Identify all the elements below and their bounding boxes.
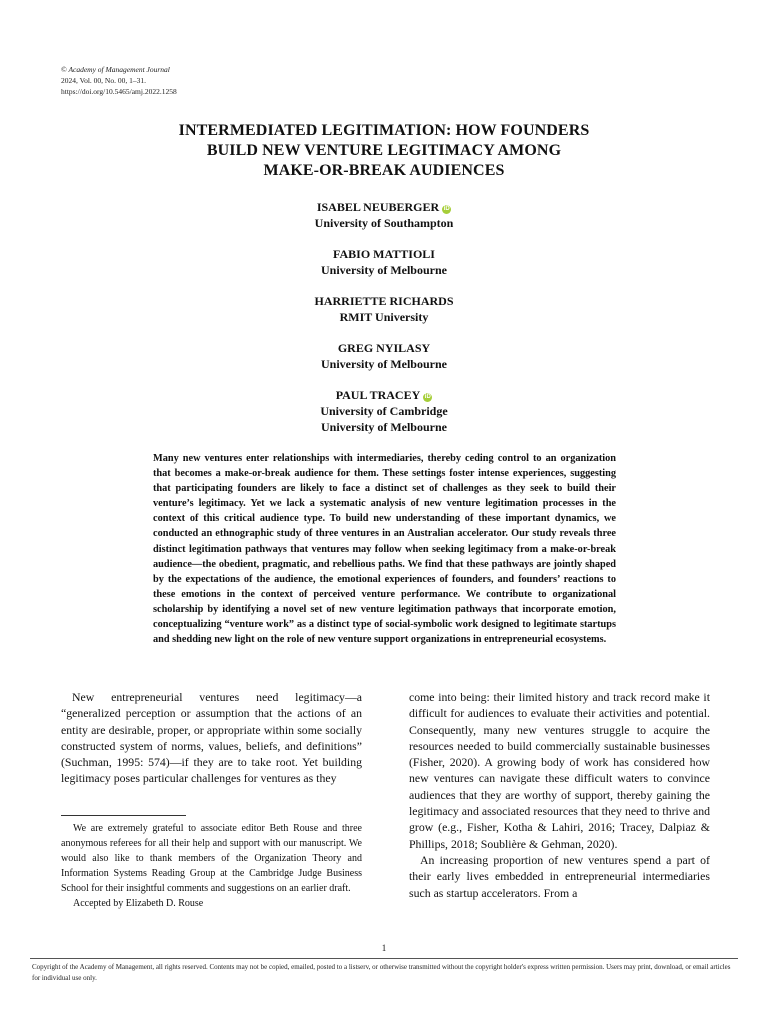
author-name: PAUL TRACEY [335,388,421,402]
journal-name: © Academy of Management Journal [61,65,170,74]
footnote-divider [61,815,186,816]
title-line: MAKE-OR-BREAK AUDIENCES [263,162,505,179]
abstract: Many new ventures enter relationships with intermediaries, thereby ceding control to an organization that becomes a make-or-break audience for them. These settings foster intense experiences, suggesting that participating founders are likely to face a distinct set of challenges as they seek to build their venture’s legitimacy. Yet we lack a systematic analysis of new venture legitimation processes in the context of this critical audience type. To build new understanding of these important dynamics, we conducted an ethnographic study of three ventures in an Australian accelerator. Our study reveals three distinct legitimation pathways that ventures may follow when seeking legitimacy from a make-or-break audience—the obedient, pragmatic, and rebellious paths. We find that these pathways are jointly shaped by the expectations of the audience, the emotional experiences of founders, and founders’ reactions to these emotions in the context of perceived venture performance. We contribute to organizational scholarship by identifying a novel set of new venture legitimation pathways that incorporate emotion, conceptualizing “venture work” as a distinct type of social-symbolic work designed to legitimate startups and shedding new light on the role of new venture support organizations in entrepreneurial ecosystems. [153,453,616,646]
body-paragraph: come into being: their limited history and track record make it difficult for audiences to evaluate their activities and potential. Consequently, many new ventures struggle to acquire the resources needed to build commercially sustainable businesses (Fisher, 2020). A growing body of work has considered how new ventures can navigate these difficult waters to convince audiences that they are worthy of support, thereby gaining the legitimacy and associated resources that they need to thrive and grow (e.g., Fisher, Kotha & Lahiri, 2016; Tracey, Dalpiaz & Phillips, 2018; Soublière & Gehman, 2020). [409,690,710,851]
author-affiliation: University of Melbourne [321,420,447,434]
author-list [0,199,768,450]
page-number: 1 [381,943,387,953]
journal-header [61,64,177,97]
copyright-notice: Copyright of the Academy of Management, all rights reserved. Contents may not be copied, emailed, posted to a listserv, or otherwise transmitted without the copyright holder's express written permission. Users may print, download, or email articles for individual use only. [32,963,731,982]
orcid-icon[interactable]: iD [443,206,450,212]
body-paragraph: An increasing proportion of new ventures spend a part of their early lives embedded in entrepreneurial intermediaries such as startup accelerators. From a [409,852,710,900]
author-affiliation: RMIT University [339,310,429,324]
title-line: INTERMEDIATED LEGITIMATION: HOW FOUNDERS [178,122,590,139]
body-paragraph: New entrepreneurial ventures need legitimacy—a “generalized perception or assumption that the actions of an entity are desirable, proper, or appropriate within some socially constructed system of norms, values, beliefs, and definitions” (Suchman, 1995: 574)—if they are to take root. Yet building legitimacy poses particular challenges for ventures as they [61,690,362,786]
author-affiliation: University of Melbourne [321,263,447,277]
author-name: FABIO MATTIOLI [333,247,435,261]
author-affiliation: University of Cambridge [320,404,448,418]
author-block [0,387,768,435]
copyright-divider [30,958,738,959]
title-line: BUILD NEW VENTURE LEGITIMACY AMONG [206,142,562,159]
author-name: HARRIETTE RICHARDS [314,294,454,308]
author-name: GREG NYILASY [337,341,431,355]
footnotes [61,821,362,911]
volume-info: 2024, Vol. 00, No. 00, 1–31. [61,76,146,85]
author-block [0,199,768,231]
body-column-right [409,689,710,901]
doi-link[interactable]: https://doi.org/10.5465/amj.2022.1258 [61,87,177,96]
orcid-icon[interactable]: iD [424,394,431,400]
acknowledgment-footnote: We are extremely grateful to associate editor Beth Rouse and three anonymous referees for all their help and support with our manuscript. We would also like to thank members of the Organization Theory and Information Systems Reading Group at the Cambridge Judge Business School for their insightful comments and suggestions on an earlier draft. [61,823,362,894]
author-block [0,340,768,372]
author-block [0,246,768,278]
author-name: ISABEL NEUBERGER [316,200,440,214]
author-affiliation: University of Southampton [314,216,454,230]
author-block [0,293,768,325]
body-column-left [61,689,362,787]
accepted-by-note: Accepted by Elizabeth D. Rouse [73,898,204,909]
article-title [0,121,768,181]
author-affiliation: University of Melbourne [321,357,447,371]
